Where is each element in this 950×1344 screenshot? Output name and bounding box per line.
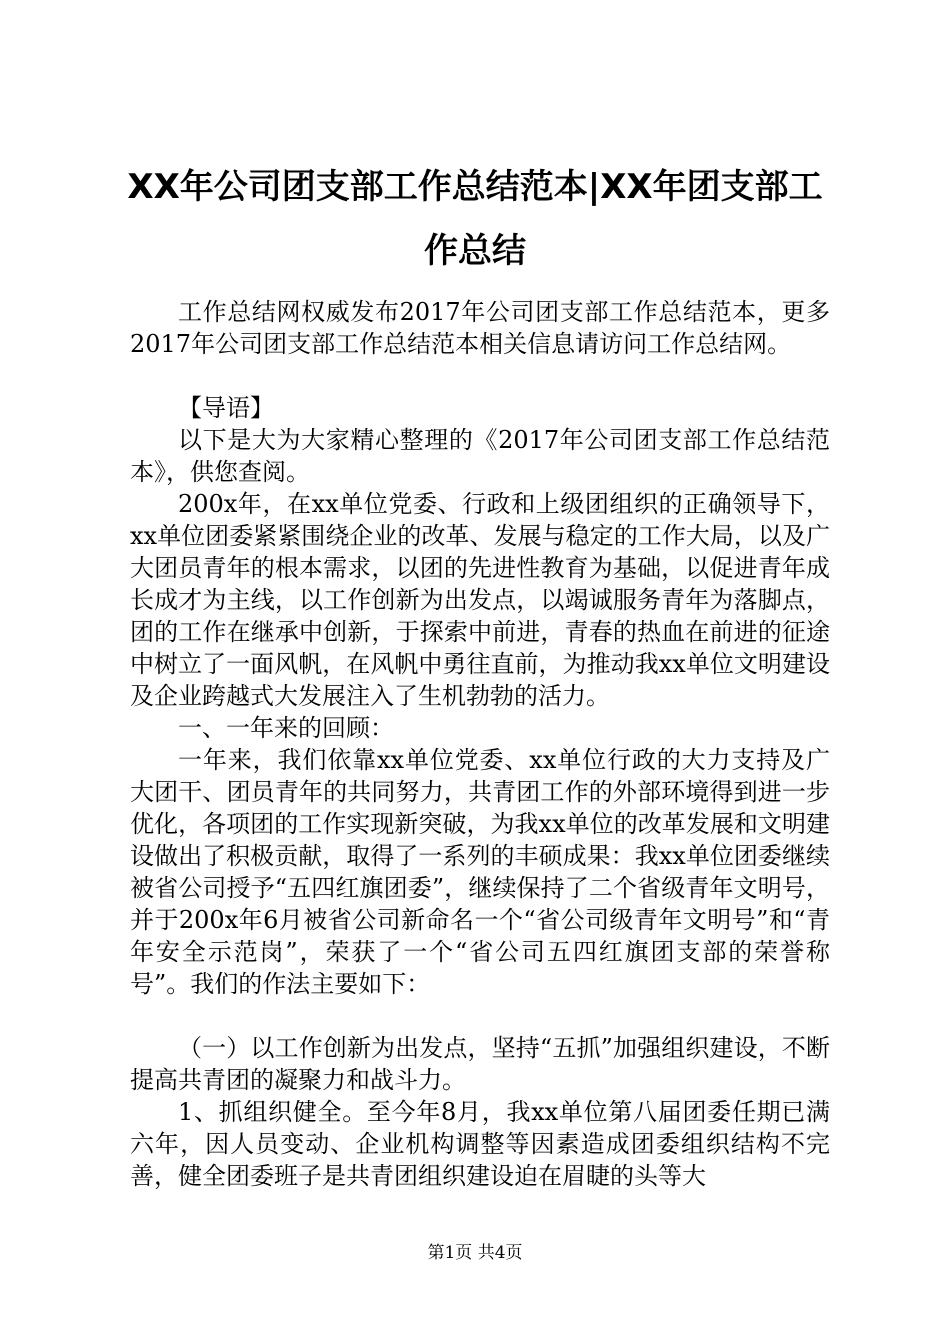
- daoyu-heading: 【导语】: [178, 394, 274, 422]
- body-paragraph-3: 1、抓组织健全。至今年8月，我xx单位第八届团委任期已满六年，因人员变动、企业机构调整等因素造成团委组织结构不完善，健全团委班子是共青团组织建设迫在眉睫的头等大: [130, 1098, 830, 1190]
- body-paragraph-2: 一年来，我们依靠xx单位党委、xx单位行政的大力支持及广大团干、团员青年的共同努力，共青团工作的外部环境得到进一步优化，各项团的工作实现新突破，为我xx单位的改革发展和文明建设做出了积极贡献，取得了一系列的丰硕成果：我xx单位团委继续被省公司授予“五四红旗团委”，继续保持了二个省级青年文明号，并于200x年6月被省公司新命名一个“省公司级青年文明号”和“青年安全示范岗”，荣获了一个“省公司五四红旗团支部的荣誉称号”。我们的作法主要如下：: [130, 746, 830, 998]
- daoyu-paragraph: 以下是大为大家精心整理的《2017年公司团支部工作总结范本》，供您查阅。: [130, 426, 830, 486]
- document-title: XX年公司团支部工作总结范本|XX年团支部工作总结: [127, 167, 823, 271]
- intro-paragraph: 工作总结网权威发布2017年公司团支部工作总结范本，更多2017年公司团支部工作总结范本相关信息请访问工作总结网。: [130, 298, 830, 358]
- page-number-footer: 第1页 共4页: [427, 1243, 523, 1263]
- section-heading-2: （一）以工作创新为出发点，坚持“五抓”加强组织建设，不断提高共青团的凝聚力和战斗力。: [130, 1034, 830, 1094]
- section-heading-1: 一、一年来的回顾：: [178, 714, 394, 742]
- body-paragraph-1: 200x年，在xx单位党委、行政和上级团组织的正确领导下，xx单位团委紧紧围绕企业的改革、发展与稳定的工作大局，以及广大团员青年的根本需求，以团的先进性教育为基础，以促进青年成长成才为主线，以工作创新为出发点，以竭诚服务青年为落脚点，团的工作在继承中创新，于探索中前进，青春的热血在前进的征途中树立了一面风帆，在风帆中勇往直前，为推动我xx单位文明建设及企业跨越式大发展注入了生机勃勃的活力。: [130, 490, 830, 710]
- document-body: [130, 296, 830, 1192]
